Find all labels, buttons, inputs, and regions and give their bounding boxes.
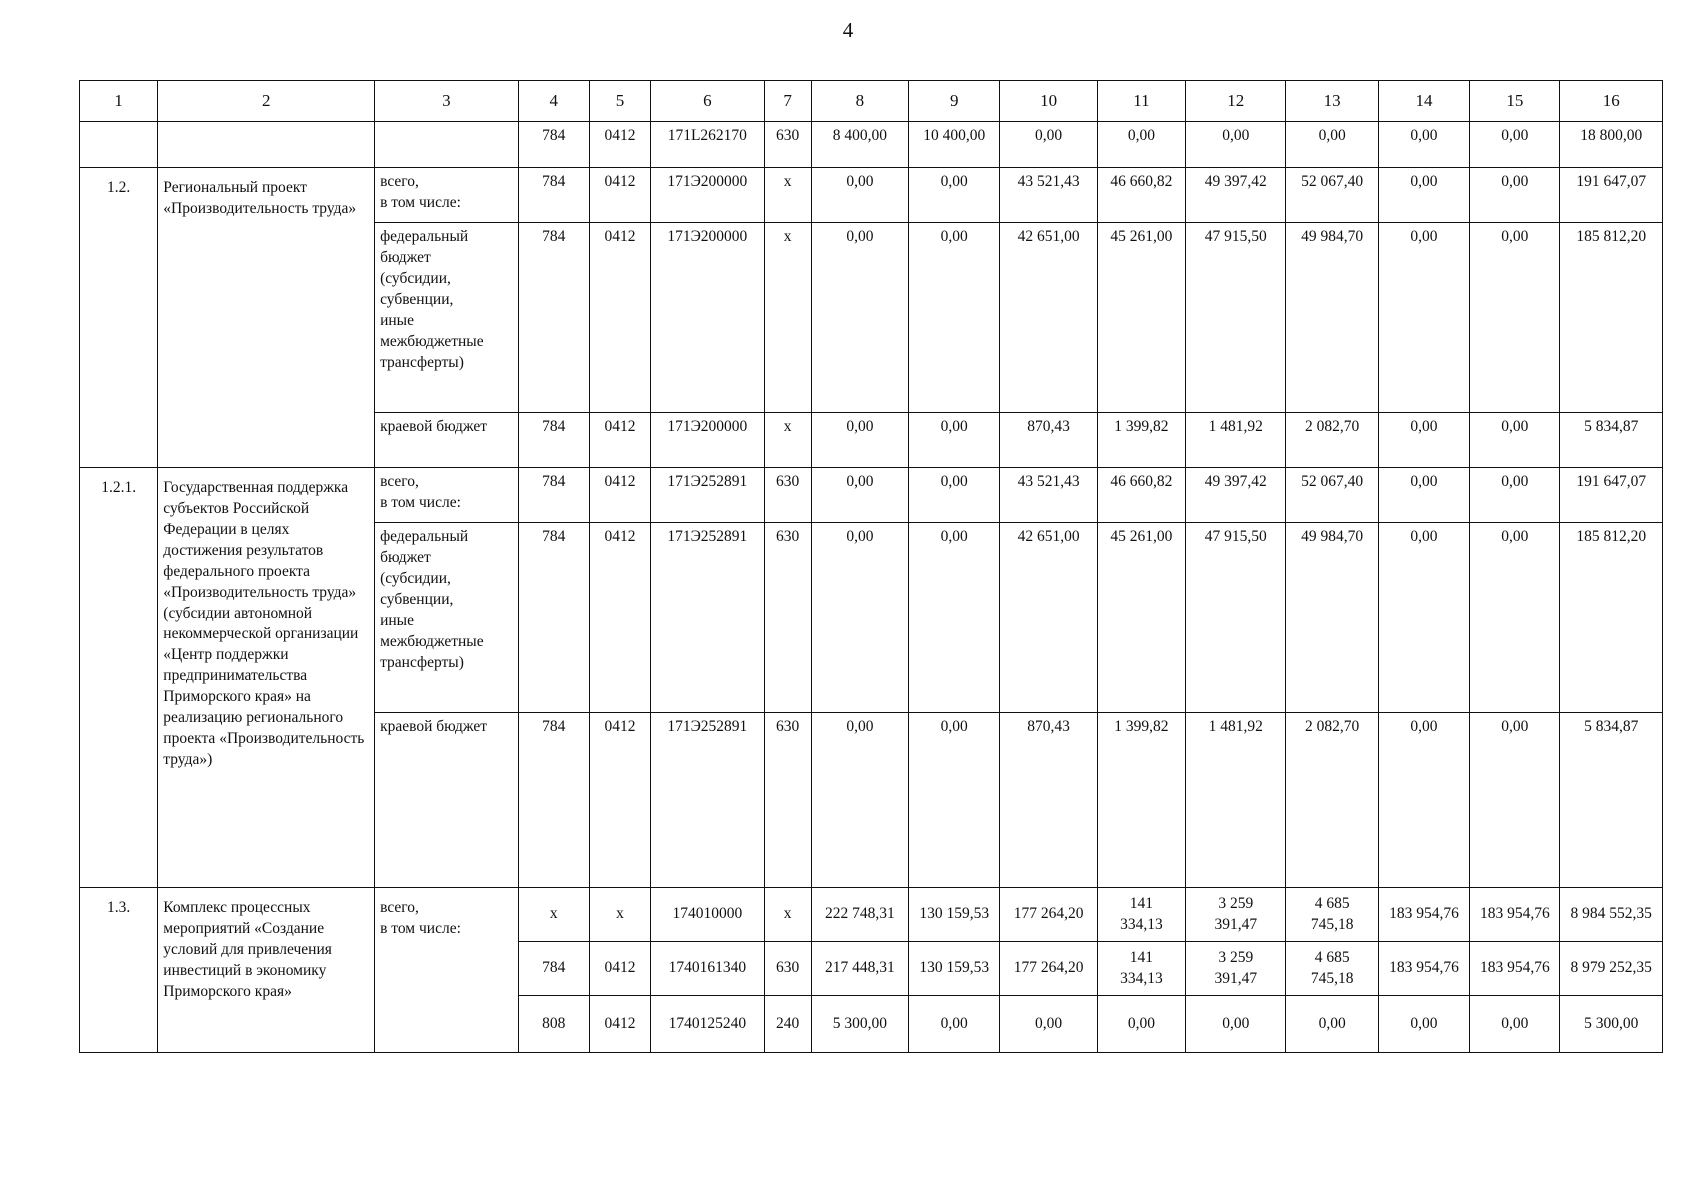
value-cell: 0,00 [811, 468, 908, 523]
value-cell: 1 399,82 [1097, 713, 1185, 888]
value-cell: 0,00 [1000, 996, 1097, 1053]
value-cell: 49 397,42 [1186, 168, 1286, 223]
value-cell: 630 [764, 122, 811, 168]
value-cell: 0,00 [1097, 996, 1185, 1053]
column-header: 10 [1000, 81, 1097, 122]
column-header: 2 [158, 81, 375, 122]
value-cell: 0,00 [1378, 523, 1469, 713]
column-header: 4 [518, 81, 589, 122]
value-cell: 1 481,92 [1186, 413, 1286, 468]
value-cell: 8 400,00 [811, 122, 908, 168]
value-cell: 171Э252891 [651, 713, 764, 888]
value-cell: 191 647,07 [1560, 468, 1663, 523]
value-cell: 0,00 [1470, 223, 1560, 413]
value-cell: 0412 [589, 168, 650, 223]
value-cell: 784 [518, 168, 589, 223]
funding-source: краевой бюджет [375, 413, 519, 468]
value-cell: 47 915,50 [1186, 223, 1286, 413]
value-cell: 171Э200000 [651, 413, 764, 468]
table-cell [80, 122, 158, 168]
value-cell: 130 159,53 [909, 942, 1000, 996]
value-cell: 0412 [589, 413, 650, 468]
value-cell: 784 [518, 713, 589, 888]
value-cell: 8 979 252,35 [1560, 942, 1663, 996]
value-cell: 0,00 [811, 713, 908, 888]
column-header: 6 [651, 81, 764, 122]
funding-source: всего, в том числе: [375, 168, 519, 223]
value-cell: 630 [764, 523, 811, 713]
value-cell: 0,00 [811, 168, 908, 223]
value-cell: 0,00 [1378, 223, 1469, 413]
value-cell: x [764, 223, 811, 413]
value-cell: 5 834,87 [1560, 413, 1663, 468]
value-cell: 870,43 [1000, 413, 1097, 468]
item-name: Региональный проект «Производительность труда» [158, 168, 375, 468]
budget-table [79, 80, 1663, 1053]
value-cell: 0,00 [1470, 468, 1560, 523]
table-row [80, 888, 1663, 942]
column-header: 9 [909, 81, 1000, 122]
value-cell: 0412 [589, 223, 650, 413]
value-cell: 0,00 [811, 413, 908, 468]
value-cell: 42 651,00 [1000, 523, 1097, 713]
value-cell: 8 984 552,35 [1560, 888, 1663, 942]
value-cell: 5 300,00 [811, 996, 908, 1053]
value-cell: x [764, 168, 811, 223]
column-header: 14 [1378, 81, 1469, 122]
table-row [80, 168, 1663, 223]
value-cell: 630 [764, 942, 811, 996]
value-cell: 177 264,20 [1000, 942, 1097, 996]
value-cell: 0,00 [909, 413, 1000, 468]
value-cell: 5 834,87 [1560, 713, 1663, 888]
value-cell: 0,00 [1470, 523, 1560, 713]
value-cell: 130 159,53 [909, 888, 1000, 942]
value-cell: 217 448,31 [811, 942, 908, 996]
value-cell: 46 660,82 [1097, 168, 1185, 223]
value-cell: 0,00 [1378, 996, 1469, 1053]
value-cell: 784 [518, 413, 589, 468]
value-cell: 240 [764, 996, 811, 1053]
value-cell: 1 399,82 [1097, 413, 1185, 468]
column-header: 7 [764, 81, 811, 122]
value-cell: 171Э252891 [651, 468, 764, 523]
item-number: 1.2. [80, 168, 158, 468]
value-cell: 177 264,20 [1000, 888, 1097, 942]
value-cell: 43 521,43 [1000, 168, 1097, 223]
value-cell: 45 261,00 [1097, 523, 1185, 713]
value-cell: 0,00 [909, 223, 1000, 413]
column-header: 12 [1186, 81, 1286, 122]
value-cell: 2 082,70 [1286, 713, 1378, 888]
table-row [80, 468, 1663, 523]
value-cell: 3 259 391,47 [1186, 888, 1286, 942]
value-cell: 0,00 [909, 713, 1000, 888]
funding-source: федеральный бюджет (субсидии, субвенции, иные межбюджетные трансферты) [375, 223, 519, 413]
value-cell: 183 954,76 [1470, 942, 1560, 996]
funding-source: краевой бюджет [375, 713, 519, 888]
value-cell: 45 261,00 [1097, 223, 1185, 413]
value-cell: 1740161340 [651, 942, 764, 996]
value-cell: 5 300,00 [1560, 996, 1663, 1053]
funding-source: федеральный бюджет (субсидии, субвенции, иные межбюджетные трансферты) [375, 523, 519, 713]
value-cell: 0,00 [811, 223, 908, 413]
column-header: 13 [1286, 81, 1378, 122]
value-cell: 784 [518, 468, 589, 523]
value-cell: 870,43 [1000, 713, 1097, 888]
value-cell: 171Э252891 [651, 523, 764, 713]
value-cell: 141 334,13 [1097, 942, 1185, 996]
value-cell: 0412 [589, 942, 650, 996]
header-row [80, 81, 1663, 122]
value-cell: 630 [764, 713, 811, 888]
value-cell: 49 984,70 [1286, 223, 1378, 413]
value-cell: 0412 [589, 122, 650, 168]
column-header: 3 [375, 81, 519, 122]
value-cell: 0,00 [909, 996, 1000, 1053]
value-cell: 784 [518, 122, 589, 168]
value-cell: 46 660,82 [1097, 468, 1185, 523]
column-header: 15 [1470, 81, 1560, 122]
value-cell: 191 647,07 [1560, 168, 1663, 223]
value-cell: 784 [518, 523, 589, 713]
value-cell: 0,00 [1097, 122, 1185, 168]
value-cell: 185 812,20 [1560, 523, 1663, 713]
value-cell: 0412 [589, 996, 650, 1053]
item-name: Государственная поддержка субъектов Российской Федерации в целях достижения результатов федерального проекта «Производительность труда» (субсидии автономной некоммерческой организации «Центр поддержки предпринимательства Приморского края» на реализацию регионального проекта «Производительность труда») [158, 468, 375, 888]
value-cell: x [764, 888, 811, 942]
value-cell: 183 954,76 [1470, 888, 1560, 942]
funding-source: всего, в том числе: [375, 468, 519, 523]
value-cell: 0412 [589, 713, 650, 888]
item-number: 1.2.1. [80, 468, 158, 888]
value-cell: 171Э200000 [651, 168, 764, 223]
column-header: 11 [1097, 81, 1185, 122]
value-cell: 49 397,42 [1186, 468, 1286, 523]
value-cell: x [518, 888, 589, 942]
value-cell: 808 [518, 996, 589, 1053]
value-cell: 10 400,00 [909, 122, 1000, 168]
value-cell: 0,00 [1470, 122, 1560, 168]
column-header: 5 [589, 81, 650, 122]
value-cell: 0,00 [1470, 996, 1560, 1053]
value-cell: 0412 [589, 468, 650, 523]
value-cell: 183 954,76 [1378, 942, 1469, 996]
value-cell: 784 [518, 223, 589, 413]
value-cell: 0,00 [1000, 122, 1097, 168]
value-cell: 0,00 [1470, 413, 1560, 468]
value-cell: 0,00 [1378, 713, 1469, 888]
value-cell: 1740125240 [651, 996, 764, 1053]
value-cell: 0,00 [1186, 996, 1286, 1053]
value-cell: 171L262170 [651, 122, 764, 168]
value-cell: 43 521,43 [1000, 468, 1097, 523]
column-header: 16 [1560, 81, 1663, 122]
value-cell: 1 481,92 [1186, 713, 1286, 888]
table-row [80, 122, 1663, 168]
value-cell: 630 [764, 468, 811, 523]
value-cell: 784 [518, 942, 589, 996]
value-cell: 42 651,00 [1000, 223, 1097, 413]
value-cell: 4 685 745,18 [1286, 942, 1378, 996]
value-cell: 0,00 [1470, 713, 1560, 888]
table-cell [158, 122, 375, 168]
value-cell: 141 334,13 [1097, 888, 1185, 942]
value-cell: 0,00 [909, 468, 1000, 523]
column-header: 1 [80, 81, 158, 122]
value-cell: 0,00 [909, 168, 1000, 223]
value-cell: 4 685 745,18 [1286, 888, 1378, 942]
value-cell: 0,00 [1378, 122, 1469, 168]
value-cell: 0,00 [1470, 168, 1560, 223]
page-number: 4 [842, 18, 854, 42]
value-cell: 0,00 [1186, 122, 1286, 168]
value-cell: 52 067,40 [1286, 168, 1378, 223]
value-cell: 0,00 [811, 523, 908, 713]
value-cell: 52 067,40 [1286, 468, 1378, 523]
table-cell [375, 122, 519, 168]
funding-source: всего, в том числе: [375, 888, 519, 1053]
value-cell: 0,00 [1286, 996, 1378, 1053]
item-number: 1.3. [80, 888, 158, 1053]
value-cell: 0,00 [1286, 122, 1378, 168]
value-cell: 18 800,00 [1560, 122, 1663, 168]
value-cell: 47 915,50 [1186, 523, 1286, 713]
value-cell: x [764, 413, 811, 468]
value-cell: 0,00 [1378, 413, 1469, 468]
value-cell: 0,00 [1378, 168, 1469, 223]
value-cell: 0412 [589, 523, 650, 713]
item-name: Комплекс процессных мероприятий «Создание условий для привлечения инвестиций в экономику Приморского края» [158, 888, 375, 1053]
value-cell: 49 984,70 [1286, 523, 1378, 713]
value-cell: 222 748,31 [811, 888, 908, 942]
value-cell: x [589, 888, 650, 942]
value-cell: 0,00 [909, 523, 1000, 713]
value-cell: 3 259 391,47 [1186, 942, 1286, 996]
value-cell: 0,00 [1378, 468, 1469, 523]
column-header: 8 [811, 81, 908, 122]
value-cell: 2 082,70 [1286, 413, 1378, 468]
value-cell: 183 954,76 [1378, 888, 1469, 942]
value-cell: 185 812,20 [1560, 223, 1663, 413]
value-cell: 174010000 [651, 888, 764, 942]
value-cell: 171Э200000 [651, 223, 764, 413]
